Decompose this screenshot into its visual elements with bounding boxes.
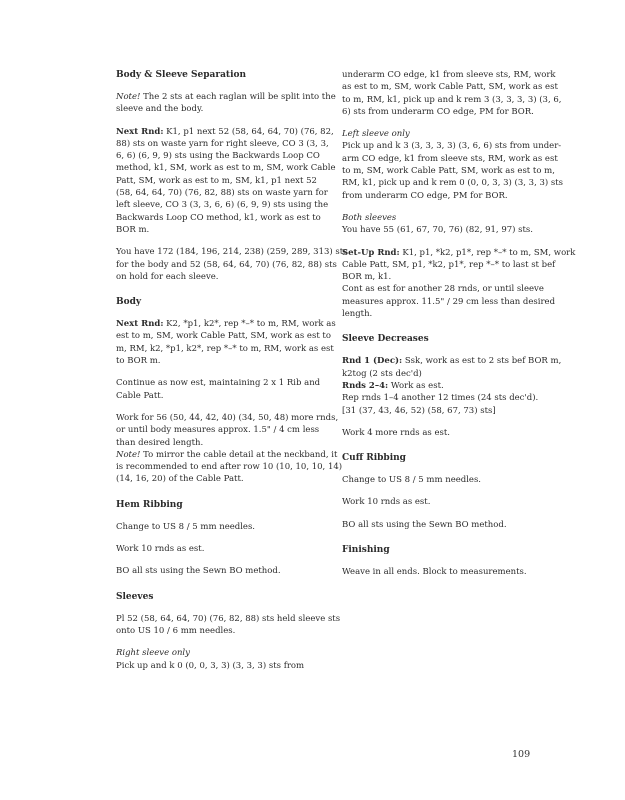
- text-run: 6) sts from underarm CO edge, PM for BOR.: [342, 106, 534, 117]
- text-line: [116, 330, 331, 342]
- text-line: [116, 318, 336, 330]
- section-heading: Sleeve Decreases: [342, 334, 429, 345]
- text-run: BO all sts using the Sewn BO method.: [116, 566, 281, 577]
- paragraph: [116, 647, 316, 672]
- text-run: onto US 10 / 6 mm needles.: [116, 625, 236, 636]
- text-line: [342, 190, 542, 202]
- paragraph: [116, 91, 336, 116]
- bold-run: Set-Up Rnd:: [342, 247, 400, 258]
- italic-run: Left sleeve only: [342, 129, 410, 140]
- text-line: [342, 106, 542, 118]
- text-line: [116, 377, 321, 389]
- text-run: underarm CO edge, k1 from sleeve sts, RM, work: [342, 70, 556, 80]
- paragraph: [342, 474, 542, 486]
- text-run: Work for 56 (50, 44, 42, 40) (34, 50, 48) more rnds,: [116, 412, 339, 423]
- text-line: [342, 81, 558, 93]
- text-run: to m, RM, k1, pick up and k rem 3 (3, 3, 3, 3) (3, 6,: [342, 94, 562, 105]
- bold-run: Next Rnd:: [116, 319, 164, 330]
- text-line: [116, 126, 334, 138]
- text-line: [116, 224, 316, 236]
- paragraph: [342, 427, 542, 439]
- right-column: [342, 69, 576, 588]
- text-line: [116, 473, 316, 485]
- text-run: (58, 64, 64, 70) (76, 82, 88) sts on waste yarn for: [116, 188, 328, 199]
- text-run: length.: [342, 309, 373, 320]
- paragraph: [342, 519, 542, 531]
- text-run: Pick up and k 3 (3, 3, 3, 3) (3, 6, 6) sts from under-: [342, 141, 562, 152]
- text-run: Backwards Loop CO method, k1, work as est to: [116, 212, 321, 223]
- section-heading: Body & Sleeve Separation: [116, 70, 247, 80]
- text-run: Ssk, work as est to 2 sts bef BOR m,: [402, 356, 562, 367]
- section-heading: Finishing: [342, 545, 390, 556]
- text-run: K2, *p1, k2*, rep *–* to m, RM, work as: [163, 319, 336, 330]
- text-line: [342, 140, 562, 152]
- watermark: PassionForum.ru: [497, 781, 578, 792]
- text-run: Work 10 rnds as est.: [116, 544, 205, 555]
- text-run: Weave in all ends. Block to measurements.: [342, 567, 527, 578]
- paragraph: [116, 565, 316, 577]
- italic-run: Right sleeve only: [116, 648, 190, 659]
- text-run: 6, 6) (6, 9, 9) sts using the Backwards Loop CO: [116, 151, 320, 162]
- paragraph: [342, 496, 542, 508]
- paragraph: [342, 69, 562, 118]
- text-run: Cable Patt.: [116, 390, 164, 401]
- text-line: [116, 91, 336, 103]
- bold-run: Rnds 2–4:: [342, 380, 389, 391]
- text-run: Work as est.: [388, 380, 444, 391]
- text-line: [342, 153, 558, 165]
- text-run: for the body and 52 (58, 64, 64, 70) (76, 82, 88) sts: [116, 259, 337, 270]
- text-run: Change to US 8 / 5 mm needles.: [116, 521, 256, 532]
- text-run: method, k1, SM, work as est to m, SM, work Cable: [116, 163, 336, 174]
- italic-run: Note!: [116, 449, 141, 460]
- text-line: [116, 613, 341, 625]
- text-line: [116, 103, 316, 115]
- text-line: [342, 177, 564, 189]
- paragraph: [116, 543, 316, 555]
- text-line: [342, 380, 542, 392]
- text-run: to BOR m.: [116, 356, 161, 367]
- text-line: [342, 566, 542, 578]
- text-line: [342, 405, 542, 417]
- text-line: [116, 199, 329, 211]
- text-run: Pl 52 (58, 64, 64, 70) (76, 82, 88) sts held sleeve sts: [116, 613, 341, 624]
- text-line: [342, 474, 542, 486]
- text-run: Change to US 8 / 5 mm needles.: [342, 475, 482, 486]
- text-run: measures approx. 11.5" / 29 cm less than desired: [342, 296, 556, 307]
- text-run: (14, 16, 20) of the Cable Patt.: [116, 474, 244, 485]
- text-line: [342, 271, 542, 283]
- text-line: [342, 165, 555, 177]
- text-run: To mirror the cable detail at the neckband, it: [140, 449, 338, 460]
- text-line: [116, 246, 348, 258]
- text-run: 88) sts on waste yarn for right sleeve, CO 3 (3, 3,: [116, 138, 329, 149]
- paragraph: [116, 126, 336, 237]
- text-line: [116, 521, 316, 533]
- paragraph: [116, 246, 348, 283]
- text-run: Cont as est for another 28 rnds, or until sleeve: [342, 284, 544, 295]
- text-run: Work 4 more rnds as est.: [342, 427, 450, 438]
- paragraph: [342, 247, 576, 321]
- text-line: [116, 162, 336, 174]
- text-line: [116, 343, 334, 355]
- text-line: [116, 390, 316, 402]
- paragraph: [116, 412, 343, 486]
- text-line: [116, 138, 329, 150]
- text-line: [342, 427, 542, 439]
- text-line: [342, 308, 542, 320]
- text-line: [116, 565, 316, 577]
- text-line: [116, 424, 320, 436]
- text-line: [116, 543, 316, 555]
- paragraph: [116, 521, 316, 533]
- text-line: [342, 212, 542, 224]
- text-line: [116, 412, 339, 424]
- bold-run: Rnd 1 (Dec):: [342, 356, 403, 367]
- section-heading: Hem Ribbing: [116, 499, 183, 510]
- text-run: is recommended to end after row 10 (10, 10, 10, 14): [116, 462, 343, 473]
- paragraph: [116, 318, 336, 367]
- text-line: [342, 224, 542, 236]
- text-line: [116, 212, 321, 224]
- text-line: [342, 519, 542, 531]
- text-run: Pick up and k 0 (0, 0, 3, 3) (3, 3, 3) sts from: [116, 660, 305, 671]
- text-run: k2tog (2 sts dec'd): [342, 368, 422, 379]
- text-line: [342, 94, 562, 106]
- paragraph: [342, 128, 564, 202]
- paragraph: [342, 355, 562, 416]
- text-run: left sleeve, CO 3 (3, 3, 6, 6) (6, 9, 9) sts using the: [116, 200, 329, 211]
- text-line: [116, 449, 338, 461]
- italic-run: Both sleeves: [342, 212, 397, 223]
- text-line: [342, 496, 542, 508]
- text-line: [116, 461, 343, 473]
- text-line: [342, 128, 542, 140]
- text-line: [116, 355, 316, 367]
- text-run: Work 10 rnds as est.: [342, 497, 431, 508]
- text-line: [342, 69, 556, 81]
- text-line: [116, 175, 316, 187]
- text-run: from underarm CO edge, PM for BOR.: [342, 190, 508, 201]
- text-line: [116, 625, 316, 637]
- text-line: [116, 647, 316, 659]
- text-line: [342, 259, 556, 271]
- text-run: m, RM, k2, *p1, k2*, rep *–* to m, RM, work as est: [116, 343, 334, 354]
- text-run: Patt, SM, work as est to m, SM, k1, p1 next 52: [116, 175, 317, 186]
- text-run: on hold for each sleeve.: [116, 271, 219, 282]
- text-line: [116, 437, 316, 449]
- left-column: [116, 69, 348, 682]
- text-run: Rep rnds 1–4 another 12 times (24 sts dec'd).: [342, 393, 539, 404]
- text-run: RM, k1, pick up and k rem 0 (0, 0, 3, 3) (3, 3, 3) sts: [342, 178, 564, 189]
- text-run: as est to m, SM, work Cable Patt, SM, work as est: [342, 82, 558, 93]
- text-line: [342, 392, 542, 404]
- text-run: You have 55 (61, 67, 70, 76) (82, 91, 97) sts.: [342, 225, 534, 236]
- page-number: 109: [512, 749, 531, 760]
- text-run: than desired length.: [116, 437, 204, 448]
- text-run: [31 (37, 43, 46, 52) (58, 67, 73) sts]: [342, 405, 496, 416]
- bold-run: Next Rnd:: [116, 126, 164, 137]
- text-run: The 2 sts at each raglan will be split into the: [140, 92, 336, 102]
- text-line: [342, 355, 562, 367]
- paragraph: [342, 566, 542, 578]
- section-heading: Sleeves: [116, 591, 154, 602]
- text-line: [116, 271, 316, 283]
- text-line: [116, 660, 316, 672]
- text-run: Continue as now est, maintaining 2 x 1 Rib and: [116, 378, 321, 389]
- text-run: BOR m.: [116, 224, 150, 235]
- text-line: [342, 296, 556, 308]
- text-run: est to m, SM, work Cable Patt, SM, work as est to: [116, 331, 331, 342]
- text-run: Cable Patt, SM, p1, *k2, p1*, rep *–* to last st bef: [342, 259, 556, 270]
- text-run: K1, p1 next 52 (58, 64, 64, 70) (76, 82,: [163, 126, 334, 137]
- text-run: You have 172 (184, 196, 214, 238) (259, 289, 313) sts: [116, 247, 348, 258]
- text-line: [116, 259, 337, 271]
- paragraph: [342, 212, 542, 237]
- text-run: BO all sts using the Sewn BO method.: [342, 519, 507, 530]
- paragraph: [116, 613, 341, 638]
- text-line: [116, 187, 328, 199]
- text-run: K1, p1, *k2, p1*, rep *–* to m, SM, work: [399, 247, 576, 258]
- section-heading: Cuff Ribbing: [342, 453, 406, 464]
- paragraph: [116, 377, 321, 402]
- text-run: arm CO edge, k1 from sleeve sts, RM, work as est: [342, 153, 558, 164]
- text-run: BOR m, k1.: [342, 272, 392, 283]
- text-run: or until body measures approx. 1.5" / 4 cm less: [116, 425, 320, 436]
- text-line: [342, 368, 542, 380]
- text-line: [342, 247, 576, 259]
- italic-run: Note!: [116, 92, 141, 102]
- text-line: [342, 283, 542, 295]
- text-line: [116, 150, 320, 162]
- text-run: sleeve and the body.: [116, 104, 204, 115]
- text-run: to m, SM, work Cable Patt, SM, work as est to m,: [342, 166, 555, 177]
- section-heading: Body: [116, 297, 142, 308]
